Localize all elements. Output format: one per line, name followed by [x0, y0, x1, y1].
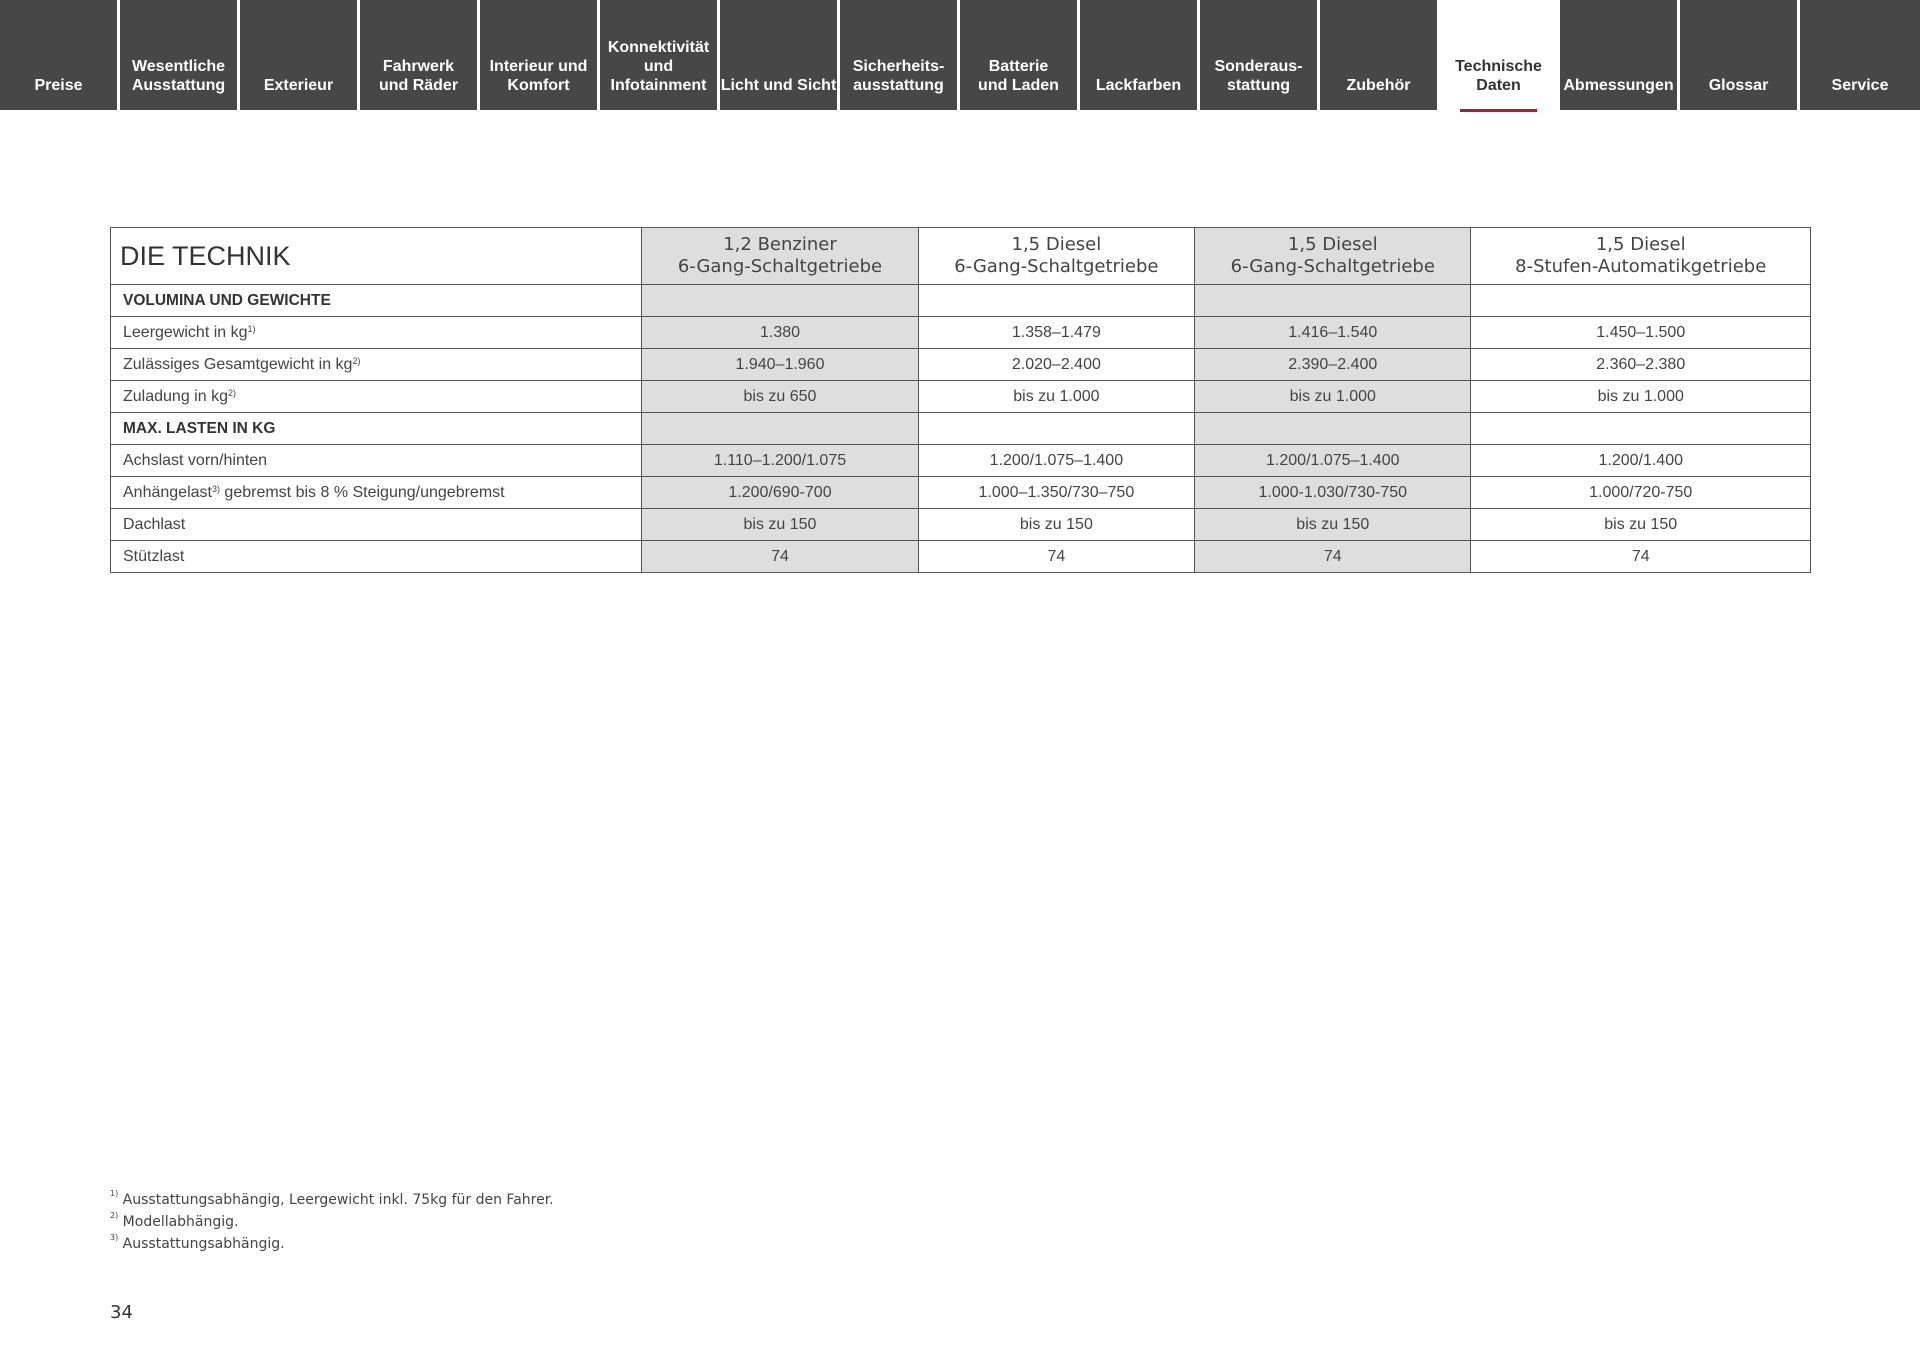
- footnote-text: Ausstattungsabhängig.: [122, 1236, 285, 1252]
- value-cell: 74: [1195, 541, 1471, 573]
- row-label: [111, 349, 642, 381]
- nav-tab-label: Exterieur: [263, 77, 334, 94]
- nav-tab[interactable]: [840, 0, 957, 110]
- footnote: [110, 1211, 554, 1233]
- table-header-row: [111, 228, 1811, 285]
- row-label-text: Anhängelast: [123, 483, 212, 501]
- nav-tab-label: Zubehör: [1346, 77, 1411, 94]
- nav-tab-label: Licht und Sicht: [720, 77, 837, 94]
- table-row: [111, 317, 1811, 349]
- empty-cell: [1471, 413, 1811, 445]
- nav-tab-label: Abmessungen: [1563, 77, 1674, 94]
- table-row: [111, 477, 1811, 509]
- section-title: VOLUMINA UND GEWICHTE: [111, 285, 642, 317]
- value-cell: 1.200/1.400: [1471, 445, 1811, 477]
- nav-tab-label: Fahrwerk und Räder: [378, 58, 459, 94]
- table-row: [111, 509, 1811, 541]
- value-cell: bis zu 150: [918, 509, 1194, 541]
- empty-cell: [918, 413, 1194, 445]
- nav-tab[interactable]: [1080, 0, 1197, 110]
- value-cell: bis zu 1.000: [918, 381, 1194, 413]
- value-cell: 1.450–1.500: [1471, 317, 1811, 349]
- nav-tab[interactable]: [1440, 0, 1557, 110]
- row-label-text: Dachlast: [123, 515, 186, 533]
- empty-cell: [1471, 285, 1811, 317]
- column-header: [918, 228, 1194, 285]
- nav-tab[interactable]: [240, 0, 357, 110]
- empty-cell: [1195, 285, 1471, 317]
- nav-tab[interactable]: [0, 0, 117, 110]
- value-cell: bis zu 1.000: [1195, 381, 1471, 413]
- row-label: [111, 445, 642, 477]
- value-cell: bis zu 150: [1195, 509, 1471, 541]
- nav-tab[interactable]: [1800, 0, 1920, 110]
- value-cell: 2.390–2.400: [1195, 349, 1471, 381]
- section-title: MAX. LASTEN IN KG: [111, 413, 642, 445]
- technical-data-table: [110, 227, 1811, 573]
- gearbox-label: 6-Gang-Schaltgetriebe: [954, 256, 1159, 277]
- nav-tab[interactable]: [1560, 0, 1677, 110]
- engine-label: 1,2 Benziner: [723, 234, 837, 255]
- row-label: [111, 317, 642, 349]
- nav-tab[interactable]: [120, 0, 237, 110]
- footnote-ref: 1): [247, 323, 256, 334]
- table-row: [111, 541, 1811, 573]
- footnote-ref: 2): [352, 355, 361, 366]
- table-title: DIE TECHNIK: [111, 228, 642, 285]
- column-header: [1195, 228, 1471, 285]
- nav-tab[interactable]: [1320, 0, 1437, 110]
- value-cell: 74: [642, 541, 918, 573]
- value-cell: bis zu 150: [642, 509, 918, 541]
- footnote-text: Modellabhängig.: [122, 1214, 239, 1230]
- value-cell: 1.200/1.075–1.400: [1195, 445, 1471, 477]
- row-label: [111, 509, 642, 541]
- engine-label: 1,5 Diesel: [1287, 234, 1378, 255]
- value-cell: 1.416–1.540: [1195, 317, 1471, 349]
- nav-tab[interactable]: [1680, 0, 1797, 110]
- row-label: [111, 477, 642, 509]
- row-label-text: Zulässiges Gesamtgewicht in kg: [123, 355, 353, 373]
- nav-tab-label: Interieur und Komfort: [489, 58, 588, 94]
- table-row: [111, 349, 1811, 381]
- nav-tab[interactable]: [360, 0, 477, 110]
- nav-tab-label: Konnektivität und Infotainment: [607, 39, 710, 94]
- nav-tab[interactable]: [480, 0, 597, 110]
- row-label-text: Stützlast: [123, 547, 185, 565]
- nav-tab-label: Lackfarben: [1095, 77, 1182, 94]
- column-header: [642, 228, 918, 285]
- empty-cell: [918, 285, 1194, 317]
- value-cell: bis zu 650: [642, 381, 918, 413]
- empty-cell: [1195, 413, 1471, 445]
- row-label-text: Achslast vorn/hinten: [123, 451, 268, 469]
- value-cell: 74: [918, 541, 1194, 573]
- table-row: [111, 381, 1811, 413]
- nav-tab-label: Wesentliche Ausstattung: [131, 58, 226, 94]
- footnotes: [110, 1189, 554, 1255]
- footnote: [110, 1233, 554, 1255]
- footnote-ref: 2): [227, 387, 236, 398]
- section-nav: [0, 0, 1920, 110]
- empty-cell: [642, 413, 918, 445]
- nav-tab[interactable]: [960, 0, 1077, 110]
- row-label-text: Zuladung in kg: [123, 387, 228, 405]
- nav-tab[interactable]: [600, 0, 717, 110]
- gearbox-label: 6-Gang-Schaltgetriebe: [1230, 256, 1435, 277]
- nav-tab-label: Preise: [34, 77, 83, 94]
- value-cell: 1.200/1.075–1.400: [918, 445, 1194, 477]
- footnote-ref: 3): [211, 483, 220, 494]
- gearbox-label: 6-Gang-Schaltgetriebe: [677, 256, 883, 277]
- engine-label: 1,5 Diesel: [1011, 234, 1102, 255]
- value-cell: 1.358–1.479: [918, 317, 1194, 349]
- footnote-mark: 2): [110, 1211, 119, 1220]
- row-label-text: Leergewicht in kg: [123, 323, 248, 341]
- value-cell: 1.000–1.350/730–750: [918, 477, 1194, 509]
- row-label: [111, 381, 642, 413]
- section-row: [111, 413, 1811, 445]
- value-cell: 1.000-1.030/730-750: [1195, 477, 1471, 509]
- nav-tab-label: Technische Daten: [1455, 58, 1542, 94]
- footnote-mark: 1): [110, 1189, 119, 1198]
- value-cell: 1.940–1.960: [642, 349, 918, 381]
- table-row: [111, 445, 1811, 477]
- value-cell: 74: [1471, 541, 1811, 573]
- nav-tab-label: Glossar: [1708, 77, 1769, 94]
- nav-tab-label: Batterie und Laden: [978, 58, 1059, 94]
- nav-tab[interactable]: [720, 0, 837, 110]
- gearbox-label: 8-Stufen-Automatikgetriebe: [1515, 256, 1767, 277]
- value-cell: 1.110–1.200/1.075: [642, 445, 918, 477]
- row-label: [111, 541, 642, 573]
- value-cell: 2.020–2.400: [918, 349, 1194, 381]
- nav-tab-label: Sonderaus- stattung: [1214, 58, 1303, 94]
- engine-label: 1,5 Diesel: [1595, 234, 1686, 255]
- value-cell: 1.380: [642, 317, 918, 349]
- footnote: [110, 1189, 554, 1211]
- value-cell: bis zu 1.000: [1471, 381, 1811, 413]
- row-label-suffix: gebremst bis 8 % Steigung/ungebremst: [219, 483, 505, 501]
- nav-tab-label: Service: [1831, 77, 1889, 94]
- footnote-mark: 3): [110, 1233, 119, 1242]
- section-row: [111, 285, 1811, 317]
- page-number: 34: [110, 1302, 133, 1323]
- value-cell: bis zu 150: [1471, 509, 1811, 541]
- column-header: [1471, 228, 1811, 285]
- footnote-text: Ausstattungsabhängig, Leergewicht inkl. 75kg für den Fahrer.: [122, 1192, 554, 1208]
- nav-tab-label: Sicherheits- ausstattung: [852, 58, 945, 94]
- value-cell: 1.000/720-750: [1471, 477, 1811, 509]
- value-cell: 2.360–2.380: [1471, 349, 1811, 381]
- value-cell: 1.200/690-700: [642, 477, 918, 509]
- empty-cell: [642, 285, 918, 317]
- nav-tab[interactable]: [1200, 0, 1317, 110]
